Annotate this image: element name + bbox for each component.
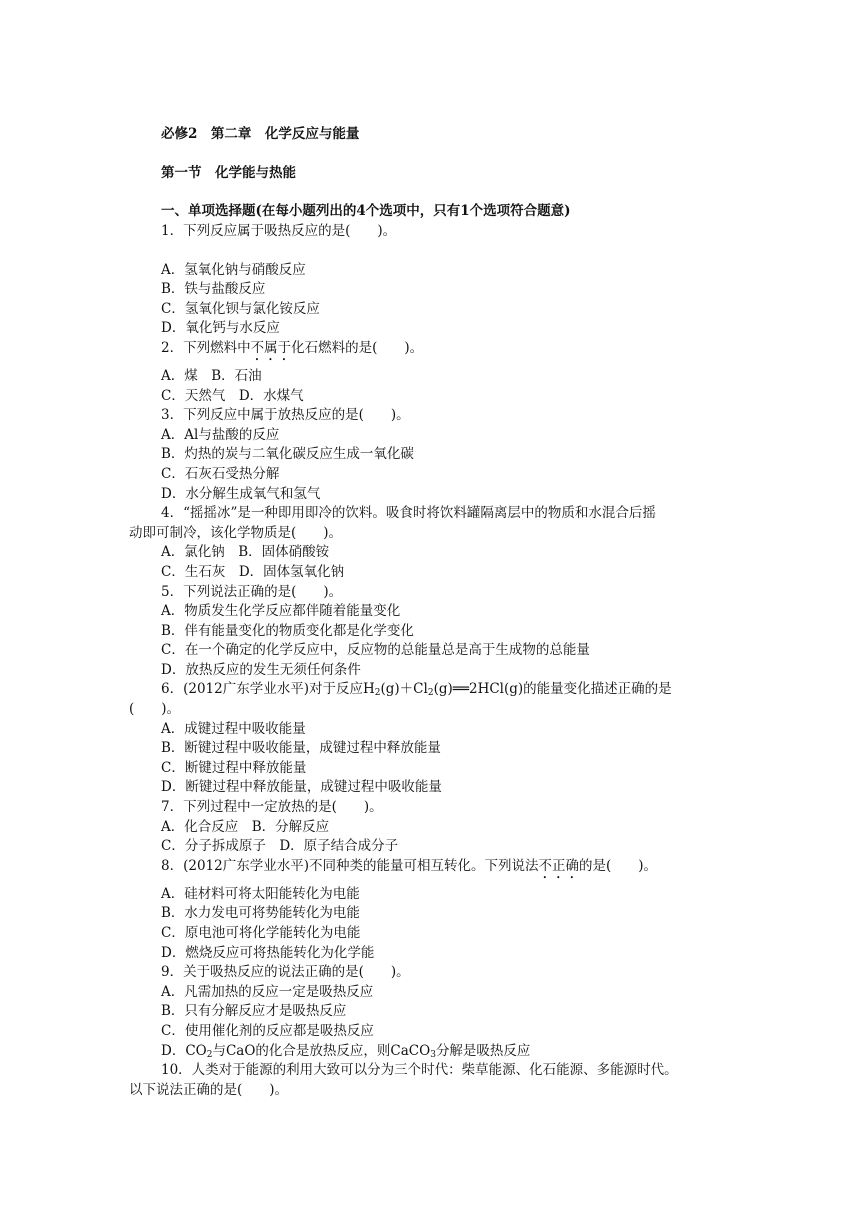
q6-stem-line2: ( )。 — [129, 701, 181, 718]
q6-option-a: A．成键过程中吸收能量 — [161, 720, 306, 737]
q3-option-d: D．水分解生成氧气和氢气 — [161, 485, 321, 502]
q10-stem-line2: 以下说法正确的是( )。 — [129, 1081, 289, 1098]
q1-option-d: D．氧化钙与水反应 — [161, 320, 280, 337]
q8-option-a: A．硅材料可将太阳能转化为电能 — [161, 885, 360, 902]
q7-options-ab: A．化合反应 B．分解反应 — [161, 818, 330, 835]
q1-option-b: B．铁与盐酸反应 — [161, 281, 266, 298]
q2-stem: 2．下列燃料中不属于化石燃料的是( )。 — [161, 339, 424, 356]
q5-stem: 5．下列说法正确的是( )。 — [161, 583, 343, 600]
q4-options-cd: C．生石灰 D．固体氢氧化钠 — [161, 563, 345, 580]
q3-option-b: B．灼热的炭与二氧化碳反应生成一氧化碳 — [161, 446, 414, 463]
q3-stem: 3．下列反应中属于放热反应的是( )。 — [161, 407, 410, 424]
q7-stem: 7．下列过程中一定放热的是( )。 — [161, 799, 383, 816]
q7-options-cd: C．分子拆成原子 D．原子结合成分子 — [161, 838, 399, 855]
q6-option-b: B．断键过程中吸收能量，成键过程中释放能量 — [161, 740, 441, 757]
q5-option-b: B．伴有能量变化的物质变化都是化学变化 — [161, 622, 414, 639]
part-title: 一、单项选择题(在每小题列出的4个选项中，只有1个选项符合题意) — [161, 203, 571, 219]
q9-option-b: B．只有分解反应才是吸热反应 — [161, 1003, 347, 1020]
q6-stem-line1: 6．(2012广东学业水平)对于反应$H_2(g)+Cl_2(g)══2HCl(g)$的能量变化描述正确的是 — [161, 681, 672, 699]
q4-options-ab: A．氯化钠 B．固体硝酸铵 — [161, 544, 330, 561]
q8-option-b: B．水力发电可将势能转化为电能 — [161, 905, 360, 922]
section-title: 第一节 化学能与热能 — [161, 165, 296, 181]
q5-option-d: D．放热反应的发生无须任何条件 — [161, 661, 361, 678]
q9-stem: 9．关于吸热反应的说法正确的是( )。 — [161, 964, 410, 981]
q1-option-a: A．氢氧化钠与硝酸反应 — [161, 261, 306, 278]
q5-option-c: C．在一个确定的化学反应中，反应物的总能量总是高于生成物的总能量 — [161, 642, 590, 659]
q8-emphasis: 不正确 — [538, 857, 579, 874]
q4-stem-line2: 动即可制冷，该化学物质是( )。 — [129, 524, 343, 541]
q9-option-c: C．使用催化剂的反应都是吸热反应 — [161, 1022, 374, 1039]
q6-option-d: D．断键过程中释放能量，成键过程中吸收能量 — [161, 779, 442, 796]
q1-option-c: C．氢氧化钡与氯化铵反应 — [161, 300, 320, 317]
q4-stem-line1: 4．“摇摇冰”是一种即用即冷的饮料。吸食时将饮料罐隔离层中的物质和水混合后摇 — [161, 505, 656, 522]
q6-option-c: C．断键过程中释放能量 — [161, 759, 307, 776]
q10-stem-line1: 10．人类对于能源的利用大致可以分为三个时代：柴草能源、化石能源、多能源时代。 — [161, 1062, 678, 1079]
q2-emphasis: 不属于 — [250, 339, 292, 356]
q9-option-d: D．$CO_2$与CaO的化合是放热反应，则CaCO$_3$分解是吸热反应 — [161, 1042, 531, 1060]
q5-option-a: A．物质发生化学反应都伴随着能量变化 — [161, 603, 401, 620]
q8-stem: 8．(2012广东学业水平)不同种类的能量可相互转化。下列说法不正确的是( )。 — [161, 857, 658, 874]
q3-option-a: A．Al与盐酸的反应 — [161, 426, 280, 443]
q3-option-c: C．石灰石受热分解 — [161, 465, 280, 482]
q2-options-ab: A．煤 B．石油 — [161, 367, 262, 384]
q1-stem: 1．下列反应属于吸热反应的是( )。 — [161, 223, 397, 239]
q8-option-c: C．原电池可将化学能转化为电能 — [161, 925, 361, 941]
q2-options-cd: C．天然气 D．水煤气 — [161, 387, 304, 404]
q9-option-a: A．凡需加热的反应一定是吸热反应 — [161, 983, 374, 1000]
course-title: 必修2 第二章 化学反应与能量 — [161, 126, 360, 142]
q8-option-d: D．燃烧反应可将热能转化为化学能 — [161, 944, 375, 961]
question-list — [0, 222, 860, 1100]
